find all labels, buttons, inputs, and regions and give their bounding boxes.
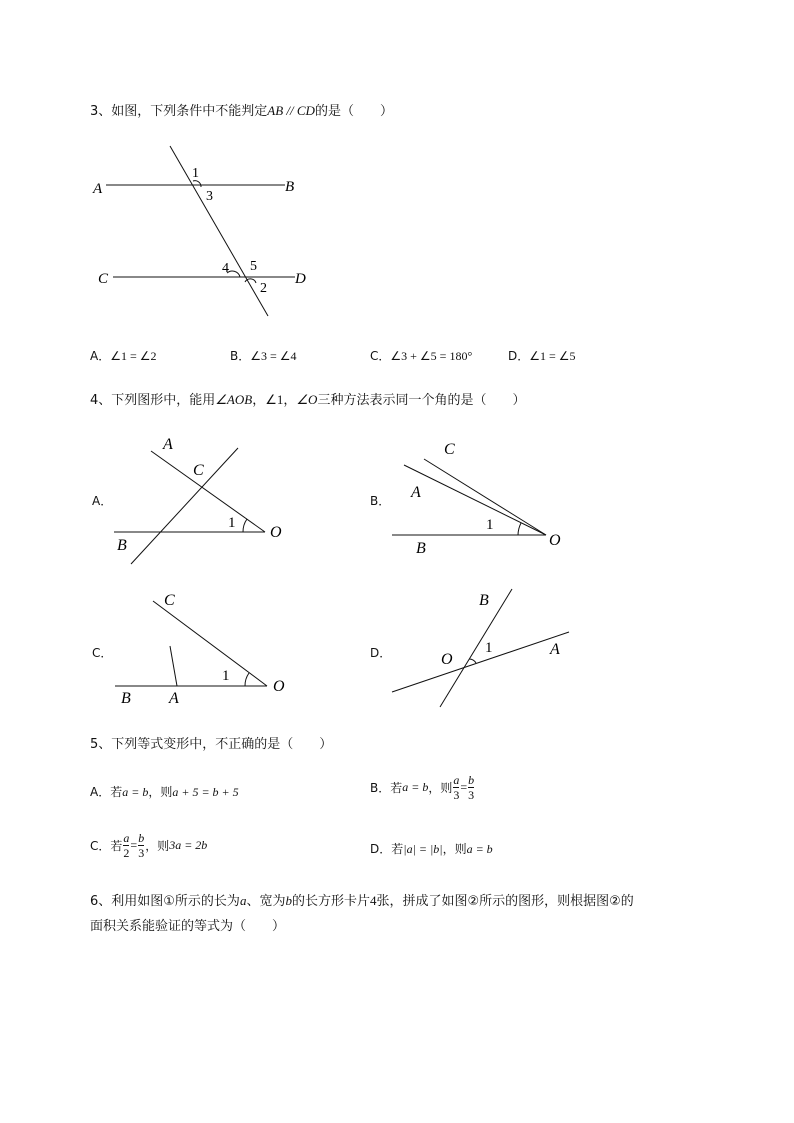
q4-figure-d — [392, 589, 569, 707]
q5-a-label: A． — [90, 785, 111, 799]
q4-option-b-label[interactable]: B． — [370, 494, 391, 508]
label-angle-5: 5 — [250, 259, 257, 274]
fig-a-label-a: A — [163, 436, 173, 453]
q5-c-den2: 3 — [138, 846, 145, 860]
q5-c-ruo: 若 — [110, 839, 123, 853]
q4-stem-sep1: ， — [252, 393, 266, 408]
q3-option-c-math: ∠3 + ∠5 = 180° — [390, 349, 473, 363]
q4-figure-a — [114, 436, 282, 564]
q4-stem-angle-1: ∠1 — [265, 392, 284, 407]
q6-stem-line2: 面积关系能验证的等式为（ ） — [90, 919, 286, 934]
q5-a-cond: a = b — [122, 785, 149, 799]
q4-option-c-label[interactable]: C． — [92, 646, 113, 660]
q5-b-ze: ，则 — [428, 781, 453, 795]
q4-option-d-label[interactable]: D． — [370, 646, 392, 660]
fig-b-label-o: O — [549, 532, 561, 549]
q3-stem-math: AB // CD — [267, 103, 315, 118]
q5-b-num1: a — [453, 773, 460, 787]
q6-text-d: 张，拼成了如图②所示的图形，则根据图②的 — [376, 894, 634, 909]
q5-c-eq: = — [130, 838, 138, 852]
fig-b-label-a: A — [411, 484, 421, 501]
q5-b-ruo: 若 — [390, 781, 403, 795]
fig-a-label-o: O — [270, 524, 282, 541]
q5-b-den1: 3 — [453, 788, 460, 802]
q5-b-label: B． — [370, 781, 391, 795]
q5-b-eq: = — [460, 780, 468, 794]
q6-stem-line1 — [90, 890, 634, 909]
q3-option-b-math: ∠3 = ∠4 — [250, 349, 297, 363]
fig-c-label-a: A — [169, 690, 179, 707]
fig-b-label-1: 1 — [486, 517, 494, 533]
q6-count: 4 — [369, 893, 377, 908]
fig-a-label-1: 1 — [228, 515, 236, 531]
q4-stem-suffix: 三种方法表示同一个角的是（ ） — [317, 393, 526, 408]
q3-option-c-label: C． — [370, 349, 391, 363]
q6-text-b: 、宽为 — [246, 894, 286, 909]
fig-d-label-b: B — [479, 592, 489, 609]
fig-c-label-c: C — [164, 592, 175, 609]
q5-option-c[interactable] — [90, 832, 207, 859]
q5-a-ze: ，则 — [148, 785, 173, 799]
label-angle-1: 1 — [192, 166, 199, 181]
q5-d-ze: ，则 — [442, 842, 467, 856]
q4-stem-angle-aob: ∠AOB — [215, 392, 253, 407]
q5-c-num2: b — [138, 831, 145, 845]
label-angle-4: 4 — [222, 261, 229, 276]
q5-d-ruo: 若 — [391, 842, 404, 856]
fig-b-label-c: C — [444, 441, 455, 458]
q5-d-label: D． — [370, 842, 392, 856]
q5-c-den1: 2 — [123, 846, 130, 860]
fig-a-label-b: B — [117, 537, 127, 554]
q3-option-a-math: ∠1 = ∠2 — [110, 349, 157, 363]
fig-d-label-a: A — [550, 641, 560, 658]
q5-a-result: a + 5 = b + 5 — [172, 785, 239, 799]
q5-b-num2: b — [468, 773, 475, 787]
q4-stem-prefix: 4、下列图形中，能用 — [90, 393, 216, 408]
q5-c-label: C． — [90, 839, 111, 853]
fig-b-label-b: B — [416, 540, 426, 557]
q4-figure-c — [115, 592, 285, 707]
fig-c-label-1: 1 — [222, 668, 230, 684]
q3-option-b-label: B． — [230, 349, 251, 363]
q5-option-b[interactable] — [370, 774, 475, 801]
label-c: C — [98, 271, 109, 287]
q5-c-result: 3a = 2b — [169, 838, 208, 852]
q6-text-a: 6、利用如图①所示的长为 — [90, 894, 240, 909]
q5-a-ruo: 若 — [110, 785, 123, 799]
q6-var-a: a — [239, 893, 247, 908]
q5-c-ze: ，则 — [145, 839, 170, 853]
label-angle-2: 2 — [260, 281, 267, 296]
q4-option-a-label[interactable]: A． — [92, 494, 113, 508]
q4-figure-b — [392, 441, 561, 557]
q4-stem-sep2: ， — [283, 393, 297, 408]
q5-b-den2: 3 — [468, 788, 475, 802]
q5-c-frac-2 — [138, 832, 144, 859]
q5-option-a[interactable] — [90, 783, 239, 800]
q5-b-frac-2 — [468, 774, 474, 801]
q6-var-b: b — [285, 893, 292, 908]
label-d: D — [295, 271, 306, 287]
label-b: B — [285, 179, 295, 195]
q3-option-d-label: D． — [508, 349, 530, 363]
q5-c-frac-1 — [123, 832, 129, 859]
q5-d-cond: |a| = |b| — [403, 842, 443, 856]
q3-option-d-math: ∠1 = ∠5 — [529, 349, 576, 363]
fig-d-label-o: O — [441, 651, 453, 668]
q5-c-num1: a — [123, 831, 130, 845]
q5-option-d[interactable] — [370, 840, 493, 857]
label-angle-3: 3 — [206, 189, 213, 204]
q3-stem-suffix: 的是（ ） — [314, 104, 393, 119]
q3-option-a-label: A． — [90, 349, 111, 363]
label-a: A — [93, 181, 103, 197]
q4-stem-angle-o: ∠O — [296, 392, 318, 407]
q3-stem-prefix: 3、如图，下列条件中不能判定 — [90, 104, 268, 119]
q5-d-result: a = b — [466, 842, 493, 856]
q5-b-cond: a = b — [402, 780, 429, 794]
q5-b-frac-1 — [453, 774, 459, 801]
q5-stem: 5、下列等式变形中，不正确的是（ ） — [90, 737, 333, 752]
fig-d-label-1: 1 — [485, 640, 493, 656]
fig-c-label-o: O — [273, 678, 285, 695]
q6-text-c: 的长方形卡片 — [291, 894, 370, 909]
fig-a-label-c: C — [193, 462, 204, 479]
fig-c-label-b: B — [121, 690, 131, 707]
